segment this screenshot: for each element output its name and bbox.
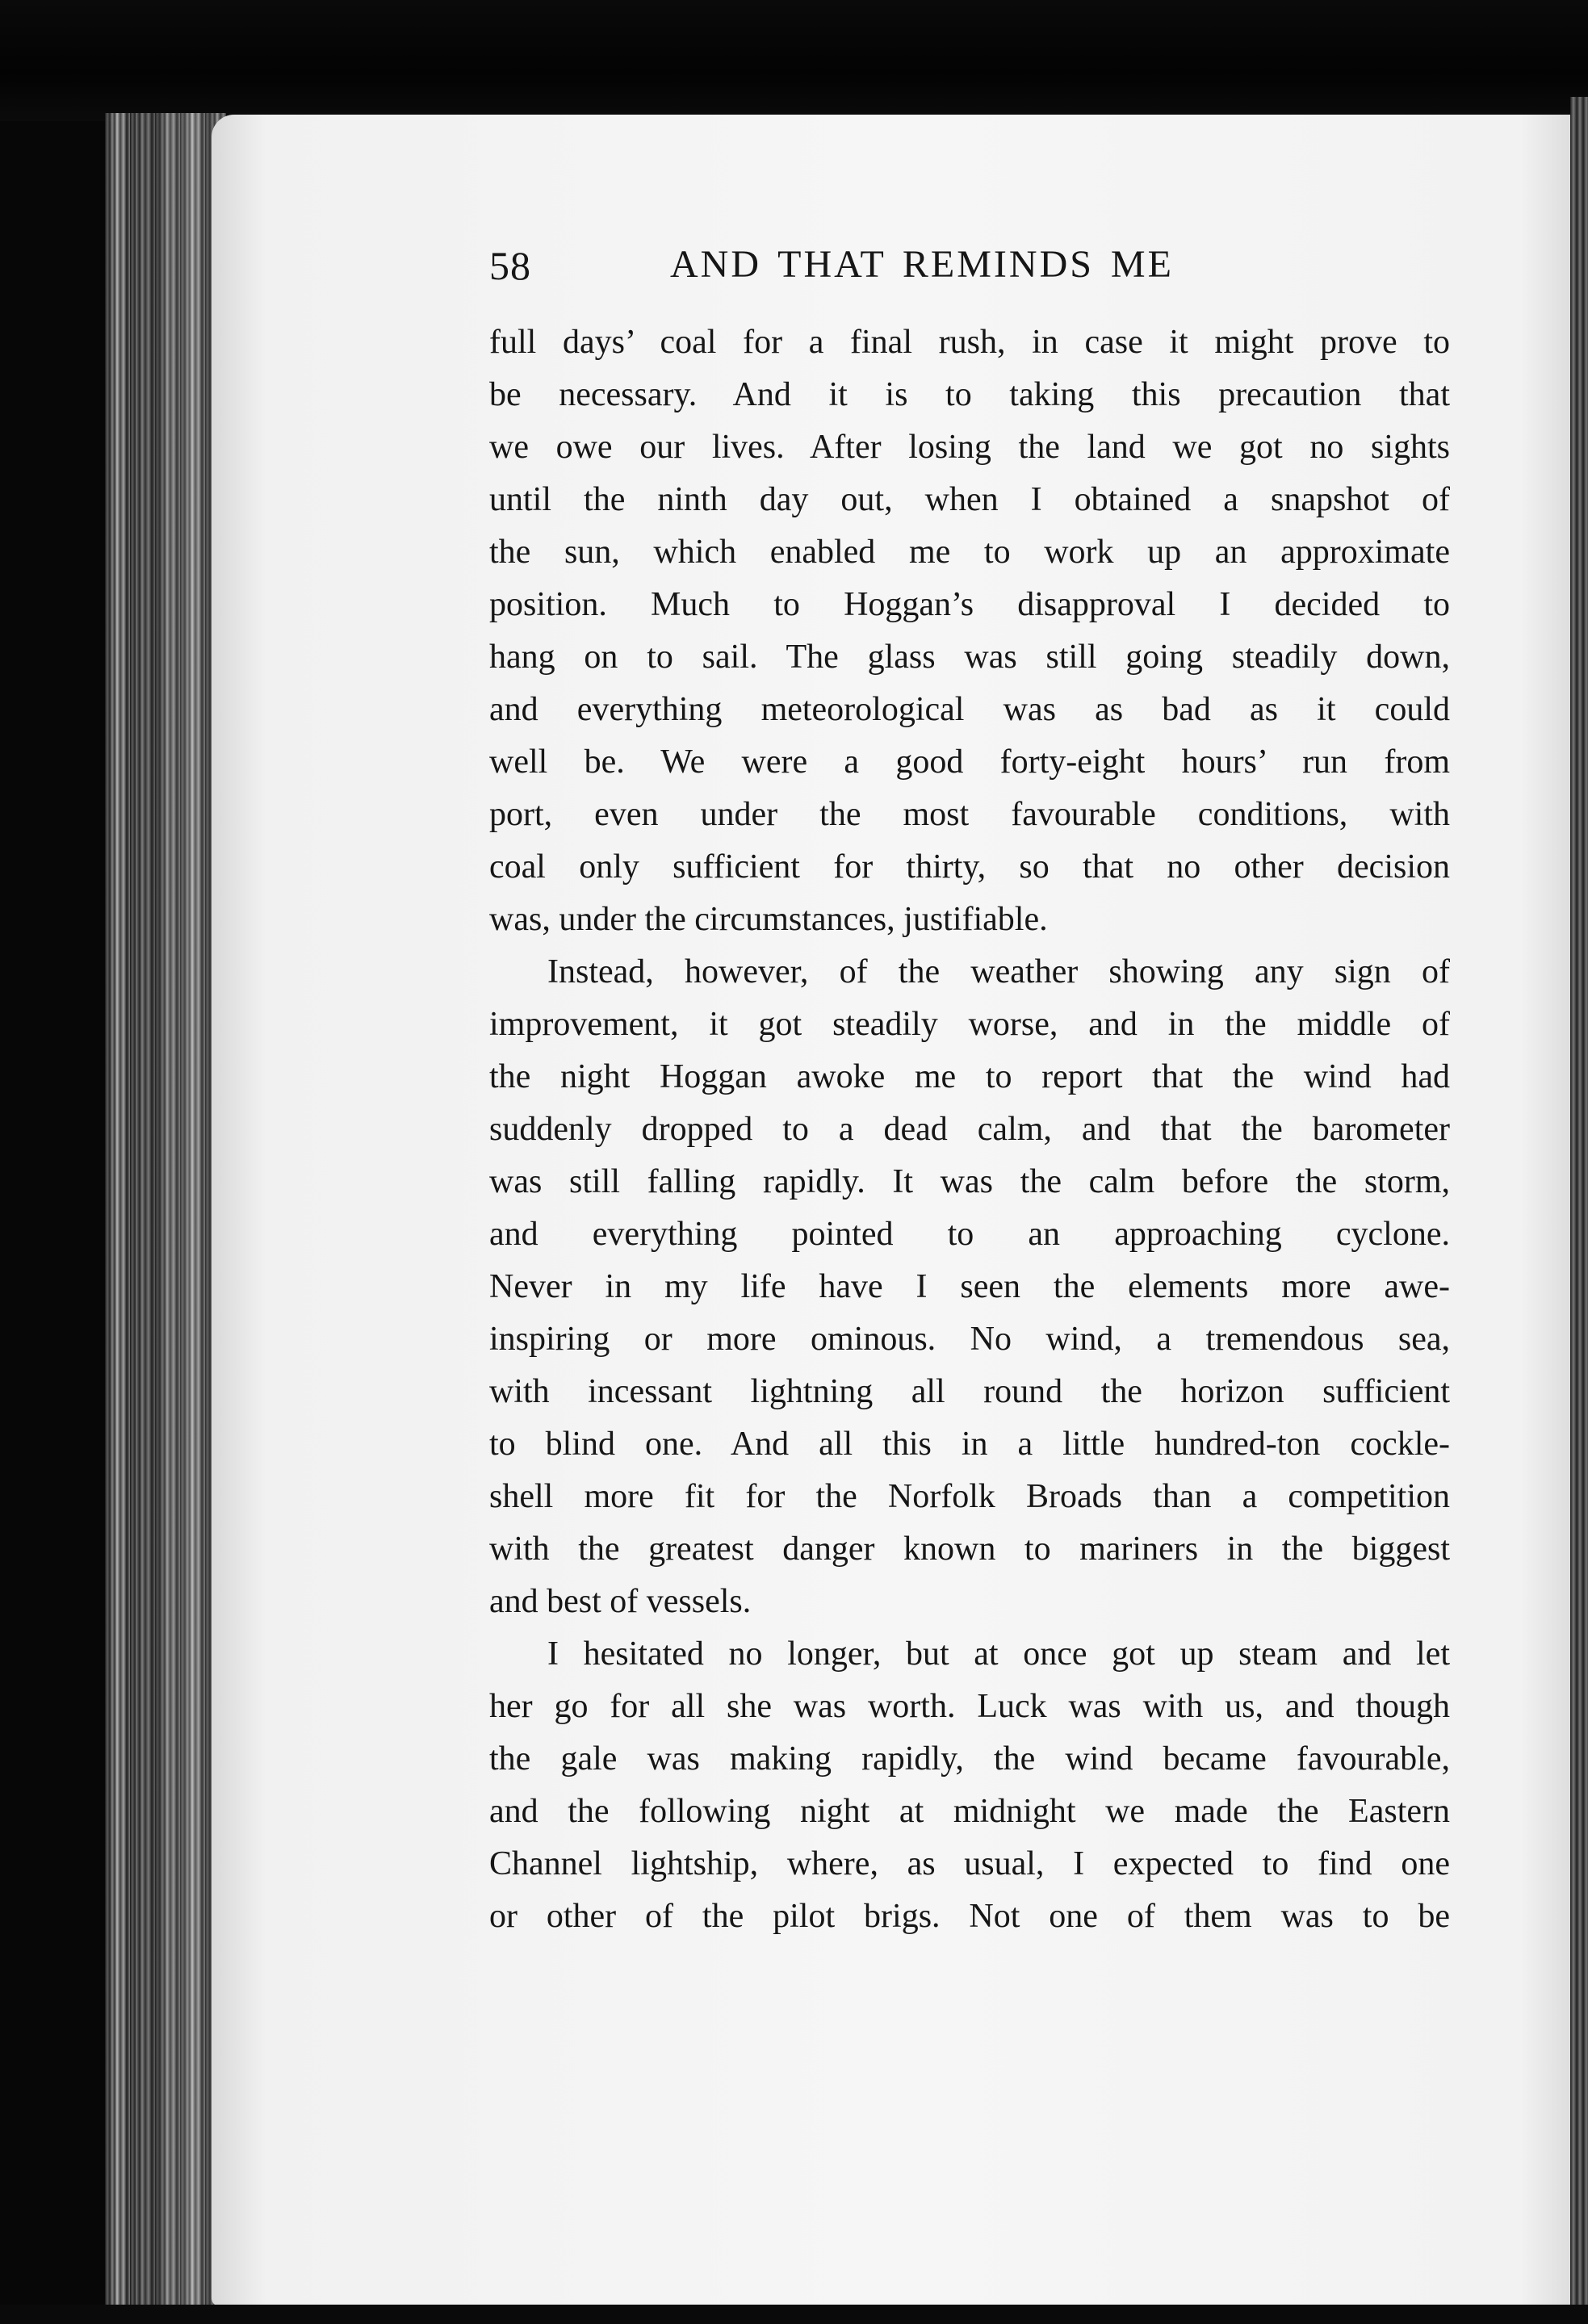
text-line: full days’ coal for a final rush, in case it might prove to	[489, 324, 1450, 361]
text-line: and best of vessels.	[489, 1583, 752, 1620]
text-line: and everything pointed to an approaching cyclone.	[489, 1216, 1450, 1253]
page-number: 58	[489, 243, 531, 288]
text-line: was still falling rapidly. It was the calm before the storm,	[489, 1163, 1450, 1200]
text-line: we owe our lives. After losing the land we got no sights	[489, 429, 1450, 466]
text-line: the sun, which enabled me to work up an approximate	[489, 534, 1450, 571]
text-line: well be. We were a good forty-eight hours’ run from	[489, 743, 1450, 781]
text-line: until the ninth day out, when I obtained a snapshot of	[489, 481, 1450, 518]
text-line: the night Hoggan awoke me to report that the wind had	[489, 1058, 1450, 1095]
page-edge-right	[1570, 97, 1588, 2324]
text-line: position. Much to Hoggan’s disapproval I decided to	[489, 586, 1450, 623]
text-line: be necessary. And it is to taking this precaution that	[489, 376, 1450, 413]
text-line: port, even under the most favourable conditions, with	[489, 796, 1450, 833]
text-block	[489, 242, 1450, 1943]
text-line: improvement, it got steadily worse, and in the middle of	[489, 1006, 1450, 1043]
text-line: with the greatest danger known to mariners in the biggest	[489, 1530, 1450, 1568]
paragraph-1	[489, 316, 1450, 946]
text-line: with incessant lightning all round the horizon sufficient	[489, 1373, 1450, 1410]
scan-background	[0, 0, 1588, 121]
text-line: hang on to sail. The glass was still going steadily down,	[489, 639, 1450, 676]
text-line: Instead, however, of the weather showing any sign of	[547, 953, 1450, 990]
running-head-title: AND THAT REMINDS ME	[670, 243, 1174, 286]
text-line: I hesitated no longer, but at once got up steam and let	[547, 1635, 1450, 1673]
text-line: to blind one. And all this in a little hundred-ton cockle-	[489, 1426, 1450, 1463]
text-line: Never in my life have I seen the elements more awe-	[489, 1268, 1450, 1305]
paragraph-2	[489, 946, 1450, 1628]
text-line: the gale was making rapidly, the wind became favourable,	[489, 1740, 1450, 1778]
text-line: her go for all she was worth. Luck was with us, and though	[489, 1688, 1450, 1725]
text-line: and everything meteorological was as bad as it could	[489, 691, 1450, 728]
text-line: inspiring or more ominous. No wind, a tremendous sea,	[489, 1321, 1450, 1358]
text-line: coal only sufficient for thirty, so that no other decision	[489, 848, 1450, 886]
text-line: Channel lightship, where, as usual, I expected to find one	[489, 1845, 1450, 1882]
text-line: suddenly dropped to a dead calm, and that the barometer	[489, 1111, 1450, 1148]
text-line: was, under the circumstances, justifiable.	[489, 901, 1048, 938]
paragraph-3	[489, 1628, 1450, 1943]
text-line: and the following night at midnight we made the Eastern	[489, 1793, 1450, 1830]
text-line: or other of the pilot brigs. Not one of them was to be	[489, 1898, 1450, 1935]
running-head	[489, 242, 1450, 299]
text-line: shell more fit for the Norfolk Broads than a competition	[489, 1478, 1450, 1515]
scan-bottom-edge	[0, 2305, 1588, 2324]
